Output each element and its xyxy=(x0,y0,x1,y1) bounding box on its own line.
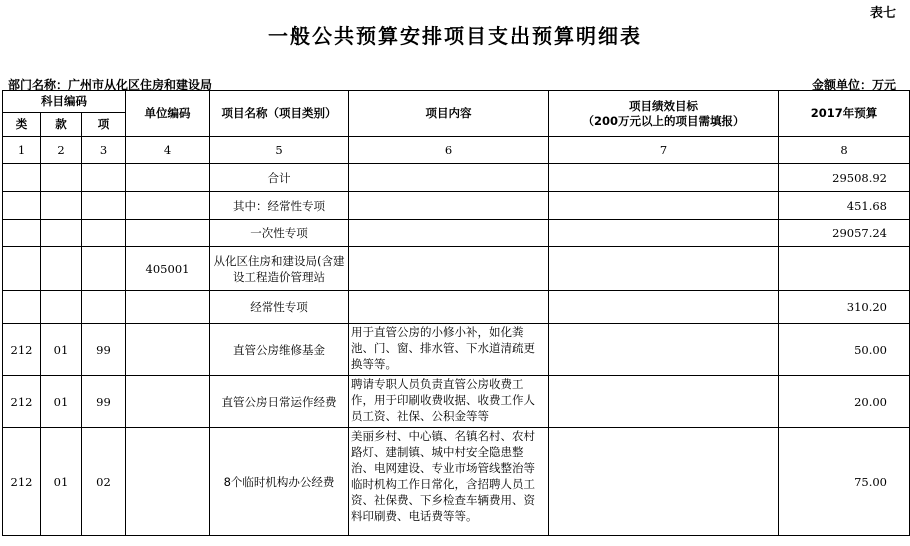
cell-xiang: 99 xyxy=(82,376,126,428)
column-index: 4 xyxy=(126,137,210,164)
cell-unit-code: 405001 xyxy=(126,247,210,291)
cell-project-name: 其中：经常性专项 xyxy=(210,192,349,220)
cell-project-content: 用于直管公房的小修小补，如化粪池、门、窗、排水管、下水道清疏更换等等。 xyxy=(349,324,549,376)
cell-lei: 212 xyxy=(3,376,41,428)
cell-xiang xyxy=(82,164,126,192)
cell-project-content: 美丽乡村、中心镇、名镇名村、农村路灯、建制镇、城中村安全隐患整治、电网建设、专业市场管线整治等临时机构工作日常化，含招聘人员工资、社保费、下乡检查车辆费用、资料印刷费、电话费等等。 xyxy=(349,428,549,536)
cell-project-name: 从化区住房和建设局(含建设工程造价管理站 xyxy=(210,247,349,291)
cell-project-content xyxy=(349,220,549,247)
column-index: 2 xyxy=(41,137,82,164)
cell-lei: 212 xyxy=(3,324,41,376)
cell-project-name: 经常性专项 xyxy=(210,291,349,324)
cell-project-content xyxy=(349,247,549,291)
cell-project-content: 聘请专职人员负责直管公房收费工作，用于印刷收费收据、收费工作人员工资、社保、公积金等等 xyxy=(349,376,549,428)
table-row xyxy=(3,192,910,220)
column-index: 3 xyxy=(82,137,126,164)
header-project-content: 项目内容 xyxy=(349,91,549,137)
budget-table xyxy=(2,90,910,536)
department-label: 部门名称：广州市从化区住房和建设局 xyxy=(8,78,213,92)
cell-project-name: 8个临时机构办公经费 xyxy=(210,428,349,536)
cell-budget: 29057.24 xyxy=(779,220,910,247)
cell-kuan: 01 xyxy=(41,428,82,536)
table-row xyxy=(3,247,910,291)
cell-xiang: 99 xyxy=(82,324,126,376)
header-performance-target xyxy=(549,91,779,137)
cell-unit-code xyxy=(126,291,210,324)
cell-xiang: 02 xyxy=(82,428,126,536)
cell-budget: 29508.92 xyxy=(779,164,910,192)
column-index: 7 xyxy=(549,137,779,164)
column-index-row xyxy=(3,137,910,164)
cell-target xyxy=(549,192,779,220)
cell-budget: 310.20 xyxy=(779,291,910,324)
column-index: 6 xyxy=(349,137,549,164)
cell-budget: 20.00 xyxy=(779,376,910,428)
table-row xyxy=(3,164,910,192)
header-unit-code: 单位编码 xyxy=(126,91,210,137)
cell-project-name: 一次性专项 xyxy=(210,220,349,247)
cell-lei xyxy=(3,247,41,291)
table-row xyxy=(3,220,910,247)
column-index: 1 xyxy=(3,137,41,164)
cell-target xyxy=(549,428,779,536)
cell-kuan: 01 xyxy=(41,376,82,428)
cell-kuan xyxy=(41,220,82,247)
cell-budget: 75.00 xyxy=(779,428,910,536)
amount-unit-label: 金额单位：万元 xyxy=(811,78,896,92)
cell-project-name: 直管公房维修基金 xyxy=(210,324,349,376)
cell-kuan xyxy=(41,192,82,220)
table-row xyxy=(3,291,910,324)
cell-project-name: 合计 xyxy=(210,164,349,192)
table-tag: 表七 xyxy=(869,6,896,21)
cell-target xyxy=(549,376,779,428)
cell-xiang xyxy=(82,192,126,220)
cell-target xyxy=(549,324,779,376)
cell-project-content xyxy=(349,164,549,192)
cell-xiang xyxy=(82,247,126,291)
header-kuan: 款 xyxy=(41,113,82,137)
cell-project-content xyxy=(349,192,549,220)
cell-lei xyxy=(3,220,41,247)
cell-xiang xyxy=(82,220,126,247)
header-budget: 2017年预算 xyxy=(779,91,910,137)
cell-target xyxy=(549,291,779,324)
cell-budget: 50.00 xyxy=(779,324,910,376)
cell-target xyxy=(549,247,779,291)
cell-xiang xyxy=(82,291,126,324)
cell-target xyxy=(549,164,779,192)
column-index: 8 xyxy=(779,137,910,164)
header-target-line2: （200万元以上的项目需填报） xyxy=(582,113,745,128)
cell-target xyxy=(549,220,779,247)
cell-lei: 212 xyxy=(3,428,41,536)
header-subject-code: 科目编码 xyxy=(3,91,126,113)
cell-kuan xyxy=(41,164,82,192)
cell-lei xyxy=(3,291,41,324)
table-row xyxy=(3,428,910,536)
cell-unit-code xyxy=(126,192,210,220)
page-title: 一般公共预算安排项目支出预算明细表 xyxy=(268,24,642,48)
cell-kuan: 01 xyxy=(41,324,82,376)
cell-project-name: 直管公房日常运作经费 xyxy=(210,376,349,428)
header-xiang: 项 xyxy=(82,113,126,137)
cell-unit-code xyxy=(126,324,210,376)
header-target-line1: 项目绩效目标 xyxy=(629,98,698,113)
table-row xyxy=(3,324,910,376)
cell-budget xyxy=(779,247,910,291)
cell-kuan xyxy=(41,247,82,291)
cell-budget: 451.68 xyxy=(779,192,910,220)
cell-lei xyxy=(3,192,41,220)
header-project-name: 项目名称（项目类别） xyxy=(210,91,349,137)
header-lei: 类 xyxy=(3,113,41,137)
cell-unit-code xyxy=(126,428,210,536)
cell-unit-code xyxy=(126,164,210,192)
cell-lei xyxy=(3,164,41,192)
table-row xyxy=(3,376,910,428)
cell-unit-code xyxy=(126,376,210,428)
cell-kuan xyxy=(41,291,82,324)
column-index: 5 xyxy=(210,137,349,164)
cell-unit-code xyxy=(126,220,210,247)
cell-project-content xyxy=(349,291,549,324)
